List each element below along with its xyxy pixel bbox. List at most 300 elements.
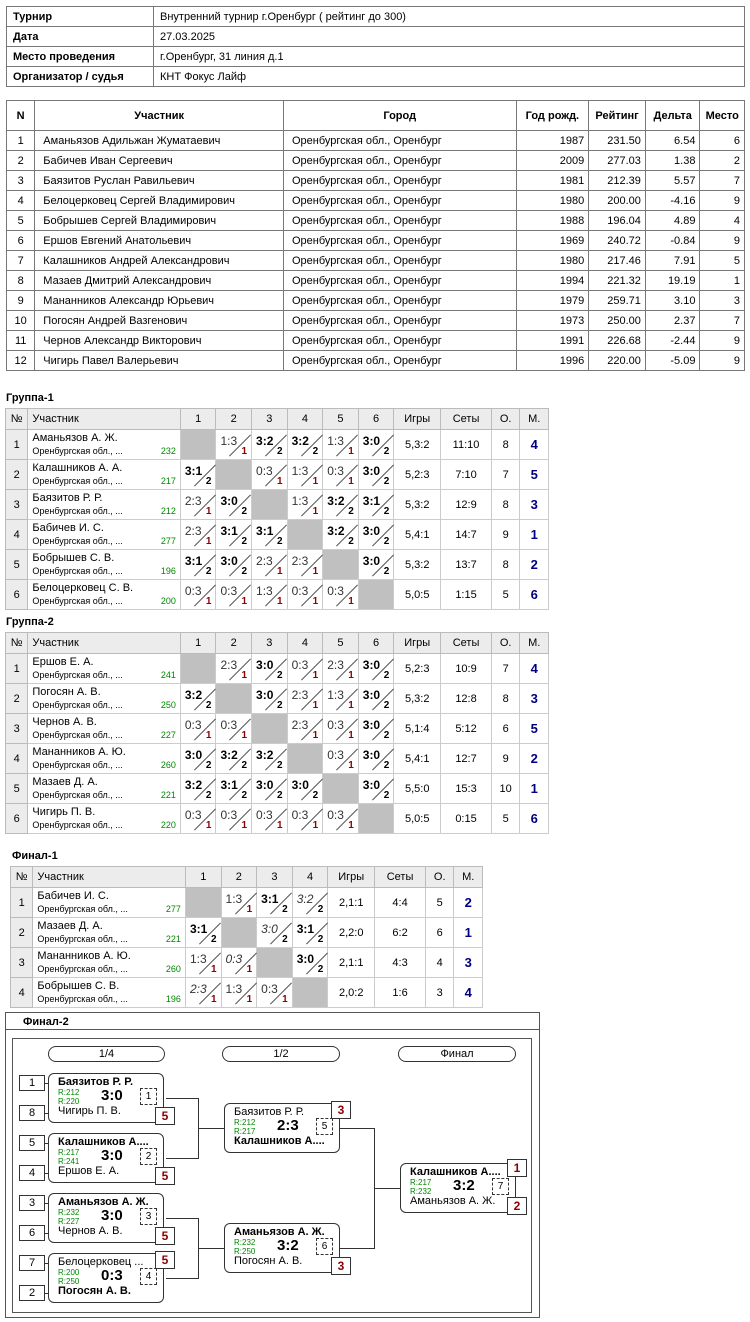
match-result-cell xyxy=(252,580,288,610)
place-value: 3 xyxy=(464,955,472,970)
match-score: 3:0 xyxy=(184,748,203,762)
match-points: 2 xyxy=(205,566,212,577)
match-points: 1 xyxy=(277,566,283,577)
match-points: 2 xyxy=(383,670,390,681)
player-city-text: Оренбургская обл., ... xyxy=(32,505,123,516)
match-score: 2:3 xyxy=(184,494,202,508)
player-rating: 221 xyxy=(165,933,181,944)
match-score: 3:0 xyxy=(256,778,274,792)
participant-cell: Оренбургская обл., Оренбург xyxy=(283,291,516,311)
bracket-match xyxy=(224,1223,340,1273)
player-cell xyxy=(28,520,181,550)
match-score: 3:2 xyxy=(256,434,274,448)
match-result-cell xyxy=(252,520,288,550)
match-score: 0:3 xyxy=(256,808,273,822)
match-score: 0:3 xyxy=(256,464,273,478)
match-score: 3:0 xyxy=(362,658,381,672)
participant-cell: Бабичев Иван Сергеевич xyxy=(35,151,284,171)
player-rating: 220 xyxy=(160,819,176,830)
player-name: Аманьязов А. Ж. xyxy=(32,431,118,444)
sets-cell: 1:6 xyxy=(375,978,426,1008)
group-column-header: 6 xyxy=(358,633,394,654)
seed-box: 5 xyxy=(19,1135,45,1151)
participant-cell: 9 xyxy=(700,351,745,371)
connector-line xyxy=(166,1278,198,1279)
match-points: 2 xyxy=(205,790,212,801)
participant-cell: 2 xyxy=(7,151,35,171)
match-score: 3:1 xyxy=(184,554,203,568)
match-points: 1 xyxy=(241,820,248,831)
participant-cell: 7 xyxy=(700,311,745,331)
connector-line xyxy=(340,1128,375,1129)
match-result-cell xyxy=(358,520,394,550)
player-city xyxy=(32,505,176,518)
participant-cell: 5 xyxy=(7,211,35,231)
player-cell xyxy=(28,490,181,520)
place-cell xyxy=(520,430,549,460)
player-rating: 200 xyxy=(160,595,176,606)
self-match-cell xyxy=(287,520,323,550)
group-column-header: Сеты xyxy=(441,633,492,654)
match-points: 1 xyxy=(246,904,253,915)
self-match-cell xyxy=(185,888,221,918)
player-city-text: Оренбургская обл., ... xyxy=(32,729,123,740)
participant-cell: Калашников Андрей Александрович xyxy=(35,251,284,271)
match-score: 0:3 xyxy=(220,584,238,598)
group-column-header: 3 xyxy=(252,409,288,430)
connector-line xyxy=(166,1098,198,1099)
participant-cell: 2.37 xyxy=(645,311,700,331)
player-cell xyxy=(28,804,181,834)
games-cell: 5,3:2 xyxy=(394,550,441,580)
group-column-header: № xyxy=(6,409,28,430)
player-rating: 227 xyxy=(160,729,176,740)
match-result-cell xyxy=(252,654,288,684)
connector-line xyxy=(166,1218,198,1219)
row-number: 5 xyxy=(6,774,28,804)
match-points: 1 xyxy=(348,820,354,831)
match-points: 2 xyxy=(383,730,390,741)
sets-cell: 4:3 xyxy=(375,948,426,978)
group-row xyxy=(6,804,549,834)
participant-cell: 9 xyxy=(7,291,35,311)
match-result-cell xyxy=(216,744,252,774)
participant-row xyxy=(7,311,745,331)
self-match-cell xyxy=(292,978,328,1008)
participant-cell: Белоцерковец Сергей Владимирович xyxy=(35,191,284,211)
match-score: 1:3 xyxy=(291,494,309,508)
match-top-rating: R:232 xyxy=(234,1238,256,1247)
match-result-cell xyxy=(252,550,288,580)
participant-cell: Баязитов Руслан Равильевич xyxy=(35,171,284,191)
participant-cell: 12 xyxy=(7,351,35,371)
participant-row xyxy=(7,191,745,211)
self-match-cell xyxy=(180,654,216,684)
match-score: 0:3 xyxy=(291,658,309,672)
match-bottom-player: Аманьязов А. Ж. xyxy=(410,1195,496,1207)
participant-cell: Оренбургская обл., Оренбург xyxy=(283,231,516,251)
match-score: 3:1 xyxy=(296,922,315,936)
player-rating: 196 xyxy=(160,565,176,576)
player-name: Бабичев И. С. xyxy=(32,521,104,534)
points-cell: 8 xyxy=(491,684,519,714)
stage-badge: 5 xyxy=(155,1251,175,1269)
participant-cell: 1979 xyxy=(516,291,589,311)
match-points: 2 xyxy=(277,700,283,711)
match-score: 3:0 xyxy=(101,1087,123,1104)
player-name: Ершов Е. А. xyxy=(32,655,94,668)
final-place-badge: 2 xyxy=(507,1197,527,1215)
match-points: 2 xyxy=(383,446,390,457)
place-value: 5 xyxy=(530,467,538,482)
self-match-cell xyxy=(216,684,252,714)
player-city-text: Оренбургская обл., ... xyxy=(37,993,128,1004)
player-city xyxy=(32,475,176,488)
group-column-header: 6 xyxy=(358,409,394,430)
match-result-cell xyxy=(287,430,323,460)
match-points: 1 xyxy=(277,820,283,831)
match-result-cell xyxy=(358,490,394,520)
player-cell xyxy=(28,654,181,684)
points-cell: 9 xyxy=(491,520,519,550)
match-result-cell xyxy=(252,460,288,490)
match-bottom-player: Погосян А. В. xyxy=(234,1255,303,1267)
match-bottom-rating: R:241 xyxy=(58,1157,80,1166)
player-cell xyxy=(28,580,181,610)
player-city xyxy=(32,729,176,742)
match-top-rating: R:217 xyxy=(410,1178,432,1187)
match-score: 1:3 xyxy=(225,892,243,906)
match-score: 0:3 xyxy=(327,718,344,732)
group-column-header: 1 xyxy=(180,633,216,654)
match-top-player: Аманьязов А. Ж. xyxy=(58,1196,149,1208)
row-number: 2 xyxy=(6,684,28,714)
match-score: 3:0 xyxy=(261,922,278,936)
points-cell: 5 xyxy=(425,888,453,918)
seed-box: 6 xyxy=(19,1225,45,1241)
match-points: 1 xyxy=(312,566,319,577)
match-top-player: Аманьязов А. Ж. xyxy=(234,1226,325,1238)
match-score: 0:3 xyxy=(261,982,278,996)
sets-cell: 12:8 xyxy=(441,684,492,714)
match-result-cell xyxy=(358,684,394,714)
player-city xyxy=(32,699,176,712)
match-score: 2:3 xyxy=(291,554,309,568)
participant-cell: 1980 xyxy=(516,251,589,271)
match-result-cell xyxy=(323,654,359,684)
player-rating: 277 xyxy=(160,535,176,546)
participant-cell: 200.00 xyxy=(589,191,646,211)
participant-cell: 3 xyxy=(7,171,35,191)
match-bottom-player: Калашников А.... xyxy=(234,1135,325,1147)
player-cell xyxy=(28,550,181,580)
match-points: 1 xyxy=(312,820,319,831)
match-points: 2 xyxy=(205,700,212,711)
match-points: 2 xyxy=(383,536,390,547)
player-name: Белоцерковец С. В. xyxy=(32,581,134,594)
participant-cell: 221.32 xyxy=(589,271,646,291)
match-score: 0:3 xyxy=(184,808,202,822)
round-label-final: Финал xyxy=(398,1046,516,1062)
points-cell: 7 xyxy=(491,654,519,684)
match-result-cell xyxy=(180,774,216,804)
match-score: 0:3 xyxy=(220,808,238,822)
match-result-cell xyxy=(292,948,328,978)
participant-cell: Оренбургская обл., Оренбург xyxy=(283,311,516,331)
player-city xyxy=(32,445,176,458)
bracket-match xyxy=(48,1073,164,1123)
row-number: 6 xyxy=(6,580,28,610)
games-cell: 5,3:2 xyxy=(394,684,441,714)
group-row xyxy=(6,744,549,774)
match-result-cell xyxy=(323,744,359,774)
match-bottom-player: Ершов Е. А. xyxy=(58,1165,120,1177)
match-score: 1:3 xyxy=(291,464,309,478)
participant-cell: 4 xyxy=(7,191,35,211)
connector-line xyxy=(374,1188,400,1189)
match-result-cell xyxy=(287,490,323,520)
participant-cell: Погосян Андрей Вазгенович xyxy=(35,311,284,331)
group-column-header: № xyxy=(11,867,33,888)
match-result-cell xyxy=(216,430,252,460)
match-top-rating: R:200 xyxy=(58,1268,80,1277)
place-value: 1 xyxy=(464,925,472,940)
participant-cell: 2 xyxy=(700,151,745,171)
place-cell xyxy=(454,918,483,948)
participant-cell: 1991 xyxy=(516,331,589,351)
group-column-header: 3 xyxy=(257,867,293,888)
match-points: 2 xyxy=(277,760,283,771)
match-points: 1 xyxy=(241,596,248,607)
points-cell: 10 xyxy=(491,774,519,804)
participant-cell: 231.50 xyxy=(589,131,646,151)
player-city xyxy=(32,669,176,682)
match-points: 2 xyxy=(277,790,283,801)
group-row xyxy=(6,684,549,714)
match-bottom-player: Чернов А. В. xyxy=(58,1225,123,1237)
match-result-cell xyxy=(252,804,288,834)
match-score: 1:3 xyxy=(225,982,243,996)
match-score: 0:3 xyxy=(184,718,202,732)
player-name: Бобрышев С. В. xyxy=(32,551,115,564)
participant-row xyxy=(7,151,745,171)
match-result-cell xyxy=(185,918,221,948)
match-result-cell xyxy=(216,804,252,834)
group-column-header: 2 xyxy=(216,409,252,430)
group-column-header: Участник xyxy=(28,409,181,430)
player-name: Мазаев Д. А. xyxy=(37,919,103,932)
player-rating: 277 xyxy=(165,903,181,914)
match-score: 3:0 xyxy=(296,952,315,966)
participant-cell: 212.39 xyxy=(589,171,646,191)
row-number: 4 xyxy=(6,744,28,774)
place-value: 2 xyxy=(530,751,538,766)
match-result-cell xyxy=(216,714,252,744)
match-result-cell xyxy=(185,948,221,978)
match-number: 2 xyxy=(140,1148,157,1165)
self-match-cell xyxy=(287,744,323,774)
match-points: 2 xyxy=(241,790,248,801)
match-points: 2 xyxy=(348,506,354,517)
self-match-cell xyxy=(257,948,293,978)
player-city-text: Оренбургская обл., ... xyxy=(32,819,123,830)
participant-cell: Бобрышев Сергей Владимирович xyxy=(35,211,284,231)
participant-cell: Ершов Евгений Анатольевич xyxy=(35,231,284,251)
connector-line xyxy=(340,1248,375,1249)
match-points: 1 xyxy=(312,596,319,607)
games-cell: 5,2:3 xyxy=(394,460,441,490)
match-result-cell xyxy=(252,774,288,804)
self-match-cell xyxy=(358,804,394,834)
participant-row xyxy=(7,131,745,151)
place-cell xyxy=(520,774,549,804)
match-points: 1 xyxy=(282,994,288,1005)
games-cell: 5,0:5 xyxy=(394,804,441,834)
points-cell: 8 xyxy=(491,430,519,460)
player-city-text: Оренбургская обл., ... xyxy=(32,759,123,770)
group-column-header: Сеты xyxy=(441,409,492,430)
games-cell: 5,4:1 xyxy=(394,744,441,774)
participant-cell: Оренбургская обл., Оренбург xyxy=(283,331,516,351)
participant-cell: 277.03 xyxy=(589,151,646,171)
participant-cell: 1969 xyxy=(516,231,589,251)
participant-cell: -0.84 xyxy=(645,231,700,251)
match-score: 3:0 xyxy=(362,688,381,702)
player-name: Калашников А. А. xyxy=(32,461,123,474)
player-city-text: Оренбургская обл., ... xyxy=(32,565,123,576)
group-column-header: О. xyxy=(425,867,453,888)
match-score: 3:1 xyxy=(220,778,238,792)
match-points: 2 xyxy=(383,476,390,487)
group-row xyxy=(6,550,549,580)
match-score: 3:0 xyxy=(362,778,381,792)
participant-cell: 1988 xyxy=(516,211,589,231)
match-score: 3:0 xyxy=(362,434,381,448)
match-points: 2 xyxy=(277,536,283,547)
match-result-cell xyxy=(323,684,359,714)
match-result-cell xyxy=(323,804,359,834)
match-score: 3:2 xyxy=(327,524,345,538)
games-cell: 5,4:1 xyxy=(394,520,441,550)
match-bottom-rating: R:250 xyxy=(234,1247,256,1256)
participant-row xyxy=(7,251,745,271)
place-value: 5 xyxy=(530,721,538,736)
group-column-header: № xyxy=(6,633,28,654)
match-score: 0:3 xyxy=(327,808,344,822)
place-cell xyxy=(520,580,549,610)
group-column-header: 4 xyxy=(287,633,323,654)
points-cell: 7 xyxy=(491,460,519,490)
sets-cell: 12:9 xyxy=(441,490,492,520)
place-cell xyxy=(520,460,549,490)
stage-badge: 5 xyxy=(155,1107,175,1125)
match-result-cell xyxy=(323,580,359,610)
place-value: 4 xyxy=(530,437,538,452)
match-score: 3:0 xyxy=(291,778,309,792)
tournament-info-table xyxy=(6,6,745,87)
participant-cell: 6 xyxy=(700,131,745,151)
sets-cell: 12:7 xyxy=(441,744,492,774)
sets-cell: 14:7 xyxy=(441,520,492,550)
match-result-cell xyxy=(216,654,252,684)
player-rating: 250 xyxy=(160,699,176,710)
games-cell: 5,1:4 xyxy=(394,714,441,744)
place-value: 2 xyxy=(464,895,472,910)
place-value: 6 xyxy=(530,811,538,826)
match-result-cell xyxy=(180,460,216,490)
match-top-rating: R:212 xyxy=(58,1088,80,1097)
participant-cell: Оренбургская обл., Оренбург xyxy=(283,351,516,371)
match-points: 2 xyxy=(383,506,390,517)
points-cell: 6 xyxy=(491,714,519,744)
bracket-match xyxy=(48,1133,164,1183)
column-header: Рейтинг xyxy=(589,101,646,131)
match-top-rating: R:232 xyxy=(58,1208,80,1217)
group-column-header: 2 xyxy=(221,867,257,888)
player-city xyxy=(32,565,176,578)
participant-cell: 1987 xyxy=(516,131,589,151)
seed-box: 7 xyxy=(19,1255,45,1271)
row-number: 2 xyxy=(6,460,28,490)
participant-cell: Мананников Александр Юрьевич xyxy=(35,291,284,311)
participant-cell: 7.91 xyxy=(645,251,700,271)
self-match-cell xyxy=(323,550,359,580)
participant-cell: 3.10 xyxy=(645,291,700,311)
match-result-cell xyxy=(180,520,216,550)
participant-cell: 7 xyxy=(7,251,35,271)
player-city-text: Оренбургская обл., ... xyxy=(37,903,128,914)
self-match-cell xyxy=(252,714,288,744)
match-points: 2 xyxy=(383,760,390,771)
info-value: КНТ Фокус Лайф xyxy=(154,67,745,87)
info-key: Дата xyxy=(7,27,154,47)
match-score: 2:3 xyxy=(256,554,273,568)
player-city-text: Оренбургская обл., ... xyxy=(32,699,123,710)
match-result-cell xyxy=(216,550,252,580)
match-points: 1 xyxy=(312,730,319,741)
match-score: 3:2 xyxy=(184,688,203,702)
column-header: Город xyxy=(283,101,516,131)
match-result-cell xyxy=(180,684,216,714)
match-score: 3:2 xyxy=(291,434,309,448)
player-cell xyxy=(33,888,186,918)
match-bottom-rating: R:250 xyxy=(58,1277,80,1286)
final-1-title: Финал-1 xyxy=(12,850,58,862)
match-result-cell xyxy=(323,520,359,550)
sets-cell: 5:12 xyxy=(441,714,492,744)
match-bottom-player: Чигирь П. В. xyxy=(58,1105,121,1117)
place-cell xyxy=(520,490,549,520)
match-result-cell xyxy=(358,774,394,804)
player-cell xyxy=(28,714,181,744)
player-city-text: Оренбургская обл., ... xyxy=(32,669,123,680)
match-score: 2:3 xyxy=(220,658,238,672)
points-cell: 3 xyxy=(425,978,453,1008)
match-result-cell xyxy=(287,714,323,744)
match-score: 0:3 xyxy=(327,748,344,762)
match-result-cell xyxy=(257,978,293,1008)
match-result-cell xyxy=(221,978,257,1008)
group-row xyxy=(11,948,483,978)
match-score: 3:1 xyxy=(362,494,381,508)
player-rating: 241 xyxy=(160,669,176,680)
player-city-text: Оренбургская обл., ... xyxy=(37,933,128,944)
group-row xyxy=(6,654,549,684)
group-column-header: 4 xyxy=(287,409,323,430)
column-header: Место xyxy=(700,101,745,131)
participant-cell: 259.71 xyxy=(589,291,646,311)
player-cell xyxy=(28,684,181,714)
